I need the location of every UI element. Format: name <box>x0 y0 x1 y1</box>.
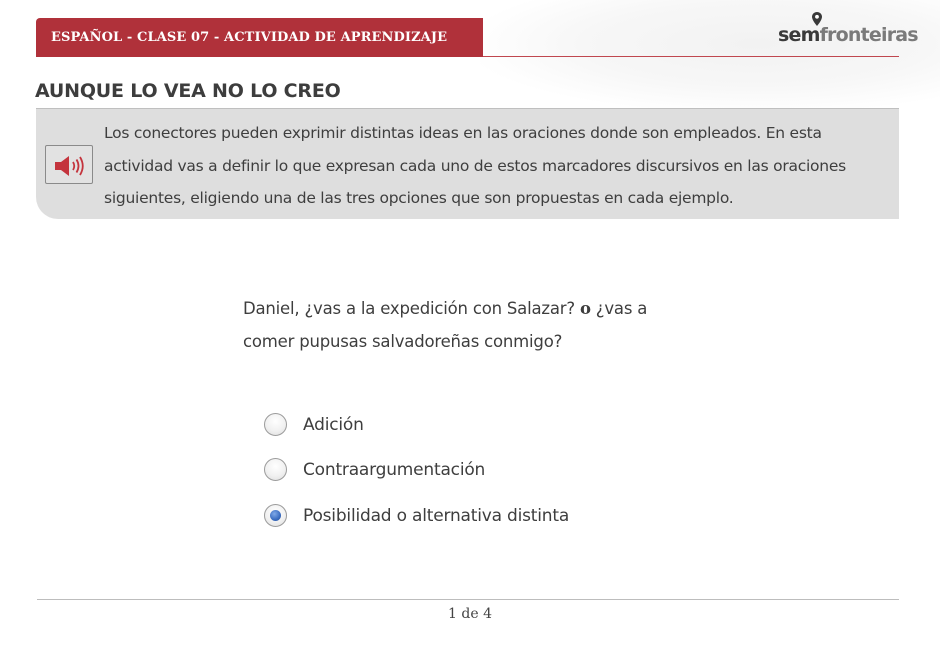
course-banner: ESPAÑOL - CLASE 07 - ACTIVIDAD DE APRENDIZAJE <box>36 18 483 57</box>
instructions-panel <box>36 108 899 219</box>
option-adicion[interactable] <box>264 411 604 439</box>
page-counter: 1 de 4 <box>448 606 492 622</box>
world-map-watermark <box>480 0 940 110</box>
question-part-2: ¿vas a comer pupusas salvadoreñas conmigo? <box>243 299 648 351</box>
logo-text-sem: sem <box>778 24 820 46</box>
option-label: Contraargumentación <box>303 460 486 480</box>
activity-title: AUNQUE LO VEA NO LO CREO <box>35 80 341 102</box>
audio-play-button[interactable] <box>45 145 93 184</box>
option-label: Adición <box>303 415 364 435</box>
radio-button[interactable] <box>264 413 287 436</box>
instructions-text: Los conectores pueden exprimir distintas ideas en las oraciones donde son empleados. En esta actividad vas a definir lo que expresan cada uno de estos marcadores discursivos en las oraciones siguientes, eligiendo una de las tres opciones que son propuestas en cada ejemplo. <box>104 124 846 207</box>
header-divider <box>483 56 899 57</box>
question-part-1: Daniel, ¿vas a la expedición con Salazar? <box>243 299 580 318</box>
option-posibilidad[interactable] <box>264 502 604 530</box>
speaker-icon <box>54 155 86 177</box>
logo-text-fronteiras: fronteiras <box>819 24 918 46</box>
option-label: Posibilidad o alternativa distinta <box>303 506 570 526</box>
connector-highlight: o <box>579 299 591 318</box>
radio-button-selected[interactable] <box>264 504 287 527</box>
radio-button[interactable] <box>264 458 287 481</box>
question-text <box>243 292 683 358</box>
option-contraargumentacion[interactable] <box>264 456 604 484</box>
semfronteiras-logo <box>778 20 918 50</box>
footer-divider <box>37 599 899 600</box>
